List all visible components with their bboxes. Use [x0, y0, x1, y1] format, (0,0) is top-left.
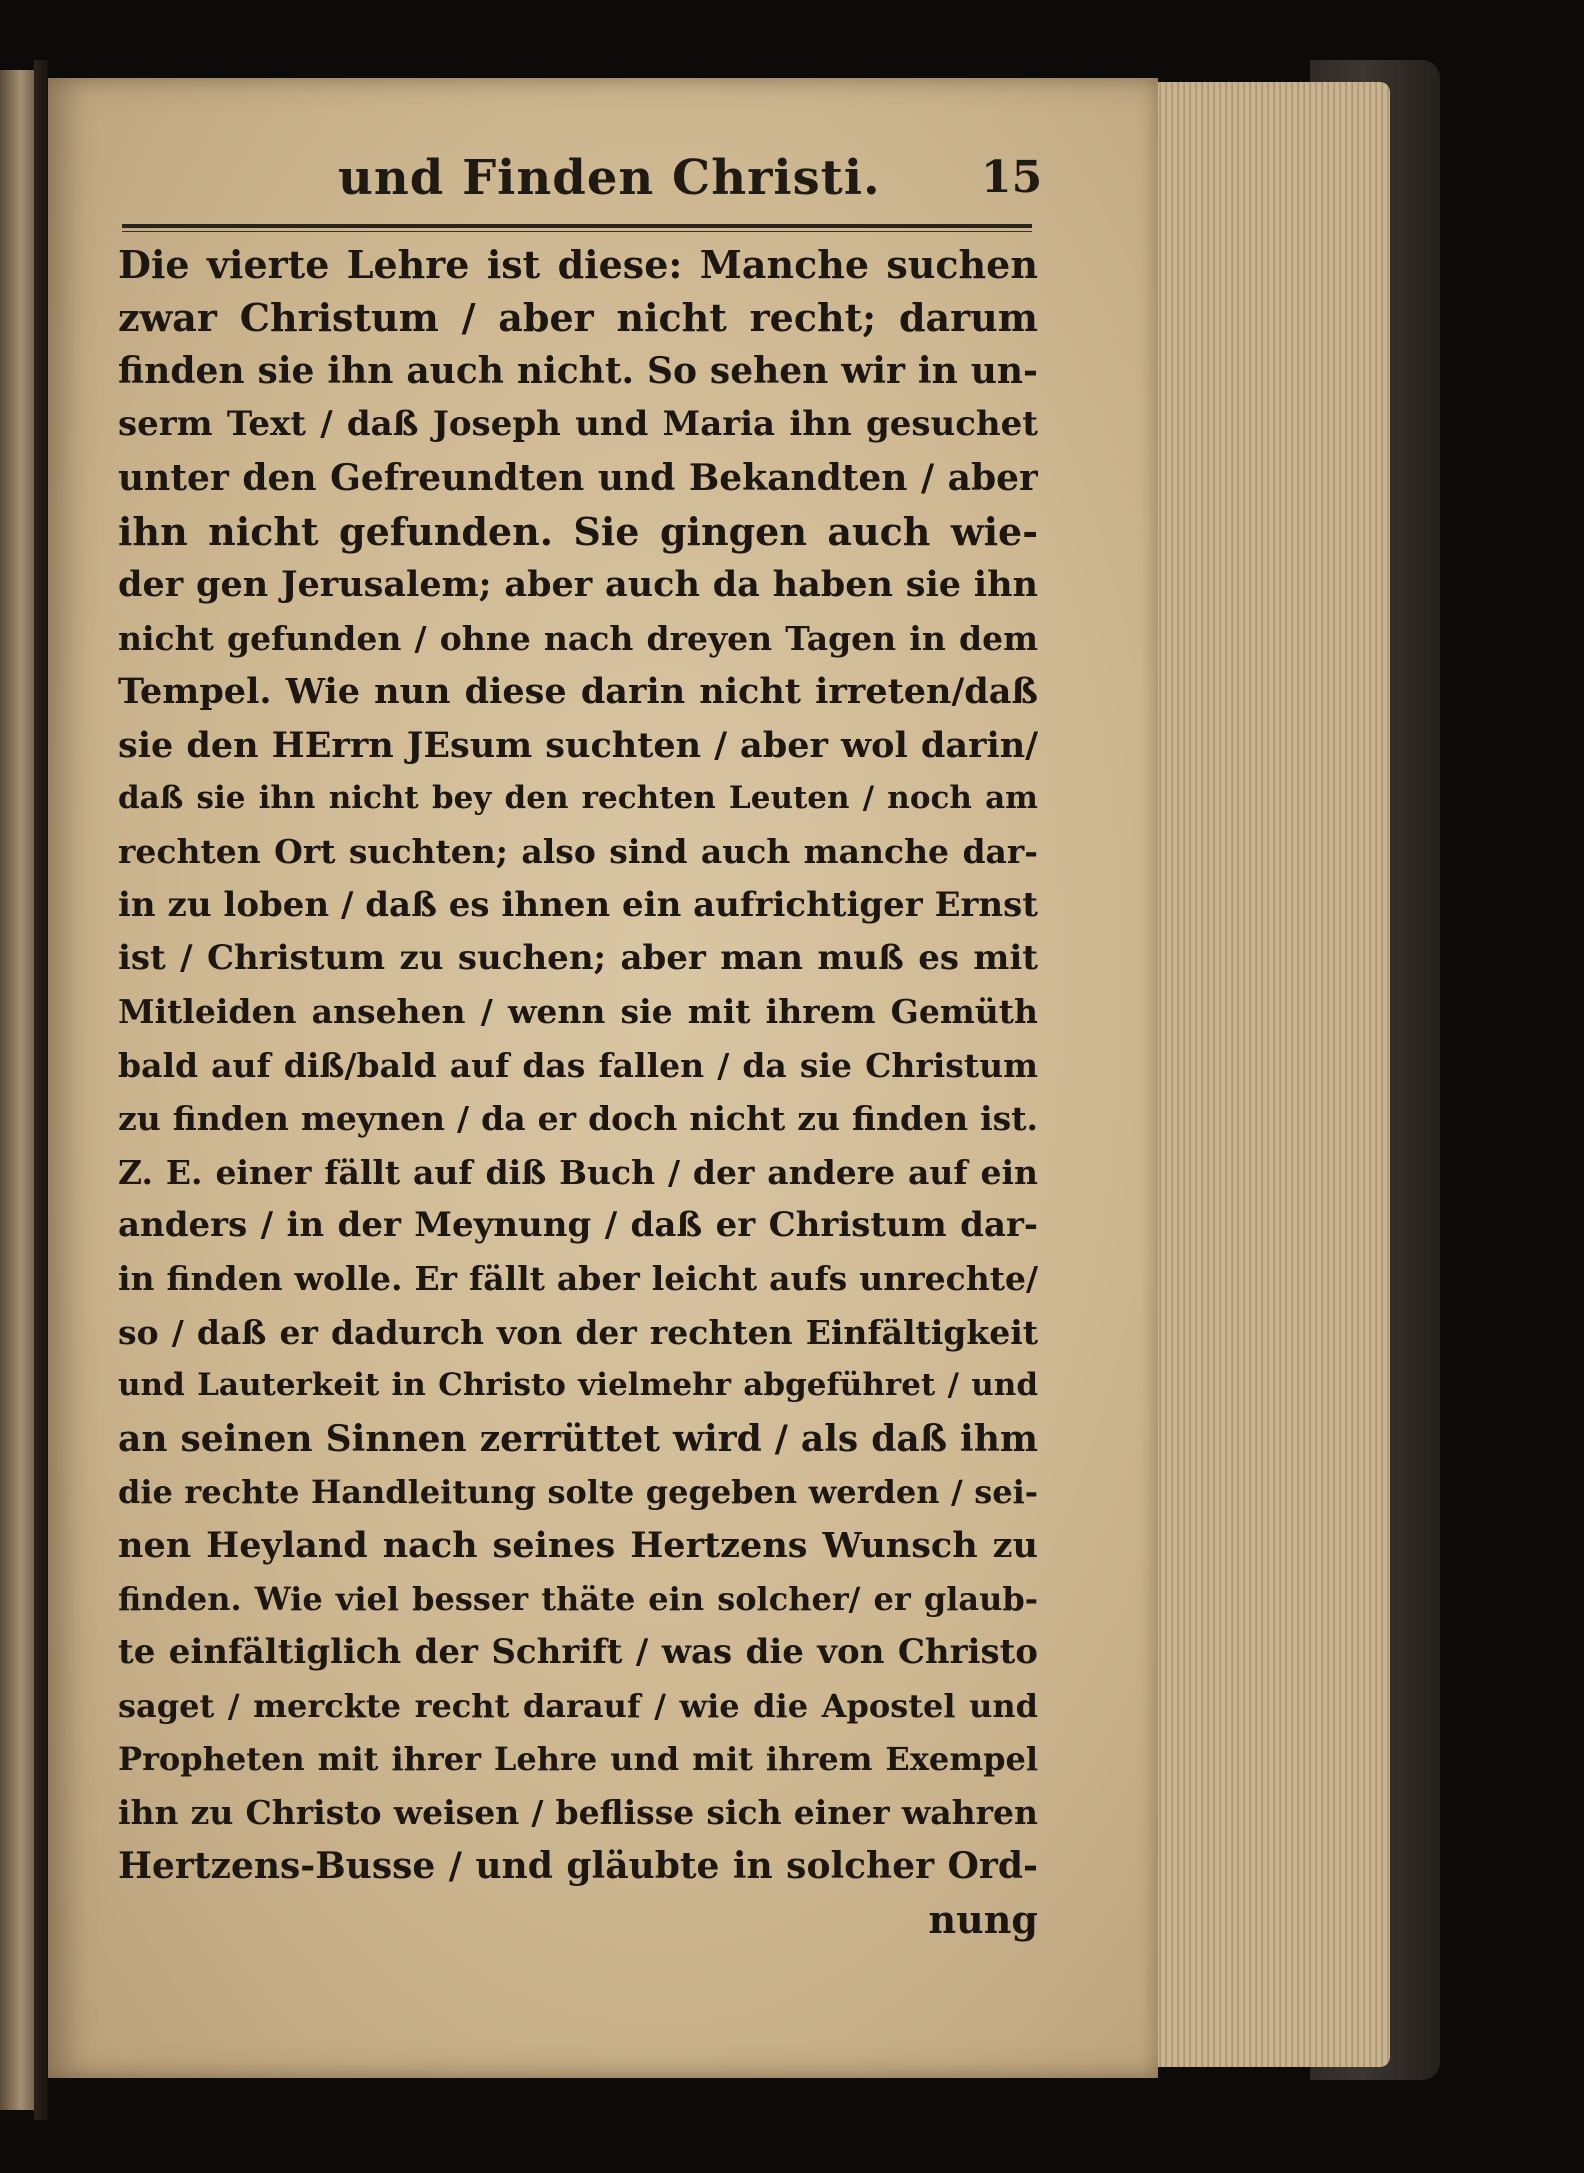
book-gutter	[34, 60, 48, 2120]
text-line: ist / Christum zu suchen; aber man muß es mit	[118, 938, 1038, 979]
text-line: so / daß er dadurch von der rechten Einfältigkeit	[118, 1312, 1038, 1352]
text-line: nicht gefunden / ohne nach dreyen Tagen in dem	[118, 618, 1038, 658]
text-line: Hertzens-Busse / und gläubte in solcher Ord-	[118, 1844, 1038, 1887]
text-line: serm Text / daß Joseph und Maria ihn gesuchet	[118, 404, 1038, 445]
text-line: in finden wolle. Er fällt aber leicht aufs unrechte/	[118, 1259, 1038, 1299]
text-line: ihn zu Christo weisen / beflisse sich einer wahren	[118, 1793, 1038, 1833]
text-line: daß sie ihn nicht bey den rechten Leuten / noch am	[118, 779, 1038, 816]
text-line: in zu loben / daß es ihnen ein aufrichtiger Ernst	[118, 884, 1038, 925]
text-line: Z. E. einer fällt auf diß Buch / der andere auf ein	[118, 1152, 1038, 1192]
text-line: sie den HErrn JEsum suchten / aber wol darin/	[118, 724, 1038, 766]
page-number: 15	[981, 152, 1043, 203]
text-line: an seinen Sinnen zerrüttet wird / als daß ihm	[118, 1417, 1038, 1460]
text-line: unter den Gefreundten und Bekandten / aber	[118, 456, 1038, 499]
body-text	[118, 238, 1038, 1947]
running-title: und Finden Christi.	[338, 150, 881, 206]
text-line: zwar Christum / aber nicht recht; darum	[118, 295, 1038, 341]
text-line: der gen Jerusalem; aber auch da haben sie ihn	[118, 564, 1038, 606]
text-line: bald auf diß/bald auf das fallen / da sie Christum	[118, 1045, 1038, 1085]
text-line: finden. Wie viel besser thäte ein solcher/ er glaub-	[118, 1579, 1038, 1618]
header-rule	[122, 224, 1032, 228]
text-line: finden sie ihn auch nicht. So sehen wir in un-	[118, 349, 1038, 392]
left-page-edge	[0, 70, 34, 2110]
text-line: Propheten mit ihrer Lehre und mit ihrem Exempel	[118, 1739, 1038, 1778]
text-line: te einfältiglich der Schrift / was die von Christo	[118, 1632, 1038, 1673]
text-line: zu finden meynen / da er doch nicht zu finden ist.	[118, 1099, 1038, 1139]
text-line: anders / in der Meynung / daß er Christum dar-	[118, 1205, 1038, 1246]
text-line: saget / merckte recht darauf / wie die Apostel und	[118, 1686, 1038, 1725]
text-line: und Lauterkeit in Christo vielmehr abgeführet / und	[118, 1367, 1038, 1404]
book-page	[48, 78, 1158, 2078]
text-line: die rechte Handleitung solte gegeben werden / sei-	[118, 1472, 1038, 1511]
catchword: nung	[928, 1897, 1038, 1943]
text-line: Tempel. Wie nun diese darin nicht irreten/daß	[118, 671, 1038, 713]
text-line: Mitleiden ansehen / wenn sie mit ihrem Gemüth	[118, 992, 1038, 1032]
text-line: Die vierte Lehre ist diese: Manche suchen	[118, 242, 1038, 287]
page-edges	[1150, 82, 1390, 2067]
text-line: nen Heyland nach seines Hertzens Wunsch zu	[118, 1525, 1038, 1567]
text-line: rechten Ort suchten; also sind auch manche dar-	[118, 832, 1038, 872]
header-rule-thin	[122, 231, 1032, 232]
page-header	[133, 140, 1053, 210]
text-line: ihn nicht gefunden. Sie gingen auch wie-	[118, 508, 1038, 554]
